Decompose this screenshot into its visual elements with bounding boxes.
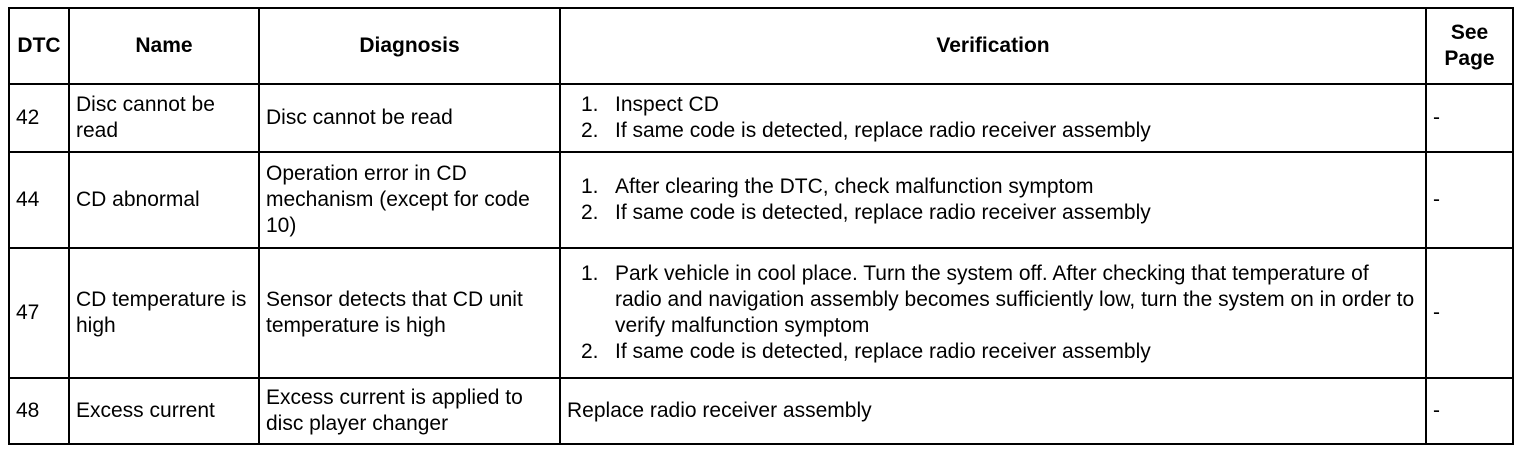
- header-dtc: DTC: [9, 8, 69, 84]
- verification-steps: [567, 92, 1419, 144]
- dtc-table: [8, 7, 1514, 445]
- verification-step: [581, 200, 1419, 226]
- dtc-code: 44: [9, 152, 69, 248]
- step-text: If same code is detected, replace radio receiver assembly: [615, 201, 1151, 224]
- dtc-diagnosis: Excess current is applied to disc player changer: [259, 378, 560, 444]
- dtc-diagnosis: Disc cannot be read: [259, 84, 560, 152]
- dtc-name: CD temperature is high: [69, 248, 259, 378]
- step-text: If same code is detected, replace radio receiver assembly: [615, 340, 1151, 363]
- see-page: -: [1426, 84, 1513, 152]
- verification-step: [581, 92, 1419, 118]
- verification-step: [581, 118, 1419, 144]
- header-verification: Verification: [560, 8, 1426, 84]
- see-page: -: [1426, 152, 1513, 248]
- header-see-page: See Page: [1426, 8, 1513, 84]
- step-number: 2.: [581, 119, 599, 142]
- table-row: [9, 152, 1513, 248]
- dtc-verification: [560, 84, 1426, 152]
- dtc-diagnosis: Operation error in CD mechanism (except for code 10): [259, 152, 560, 248]
- dtc-verification: [560, 248, 1426, 378]
- see-page: -: [1426, 248, 1513, 378]
- step-text: Park vehicle in cool place. Turn the system off. After checking that temperature of radio and navigation assembly becomes sufficiently low, turn the system on in order to verify malfunction symptom: [615, 262, 1415, 337]
- step-number: 2.: [581, 340, 599, 363]
- header-name: Name: [69, 8, 259, 84]
- dtc-code: 47: [9, 248, 69, 378]
- dtc-verification: [560, 152, 1426, 248]
- table-row: [9, 248, 1513, 378]
- table-row: [9, 84, 1513, 152]
- verification-steps: [567, 174, 1419, 226]
- header-row: [9, 8, 1513, 84]
- step-text: After clearing the DTC, check malfunction symptom: [615, 175, 1094, 198]
- dtc-verification: Replace radio receiver assembly: [560, 378, 1426, 444]
- table-row: [9, 378, 1513, 444]
- dtc-code: 42: [9, 84, 69, 152]
- see-page: -: [1426, 378, 1513, 444]
- step-number: 1.: [581, 93, 599, 116]
- verification-steps: [567, 261, 1419, 365]
- dtc-name: CD abnormal: [69, 152, 259, 248]
- step-number: 2.: [581, 201, 599, 224]
- step-number: 1.: [581, 175, 599, 198]
- header-diagnosis: Diagnosis: [259, 8, 560, 84]
- dtc-diagnosis: Sensor detects that CD unit temperature is high: [259, 248, 560, 378]
- dtc-code: 48: [9, 378, 69, 444]
- verification-step: [581, 174, 1419, 200]
- step-text: If same code is detected, replace radio receiver assembly: [615, 119, 1151, 142]
- verification-step: [581, 261, 1419, 339]
- dtc-name: Excess current: [69, 378, 259, 444]
- dtc-name: Disc cannot be read: [69, 84, 259, 152]
- step-text: Inspect CD: [615, 93, 719, 116]
- verification-step: [581, 339, 1419, 365]
- step-number: 1.: [581, 262, 599, 285]
